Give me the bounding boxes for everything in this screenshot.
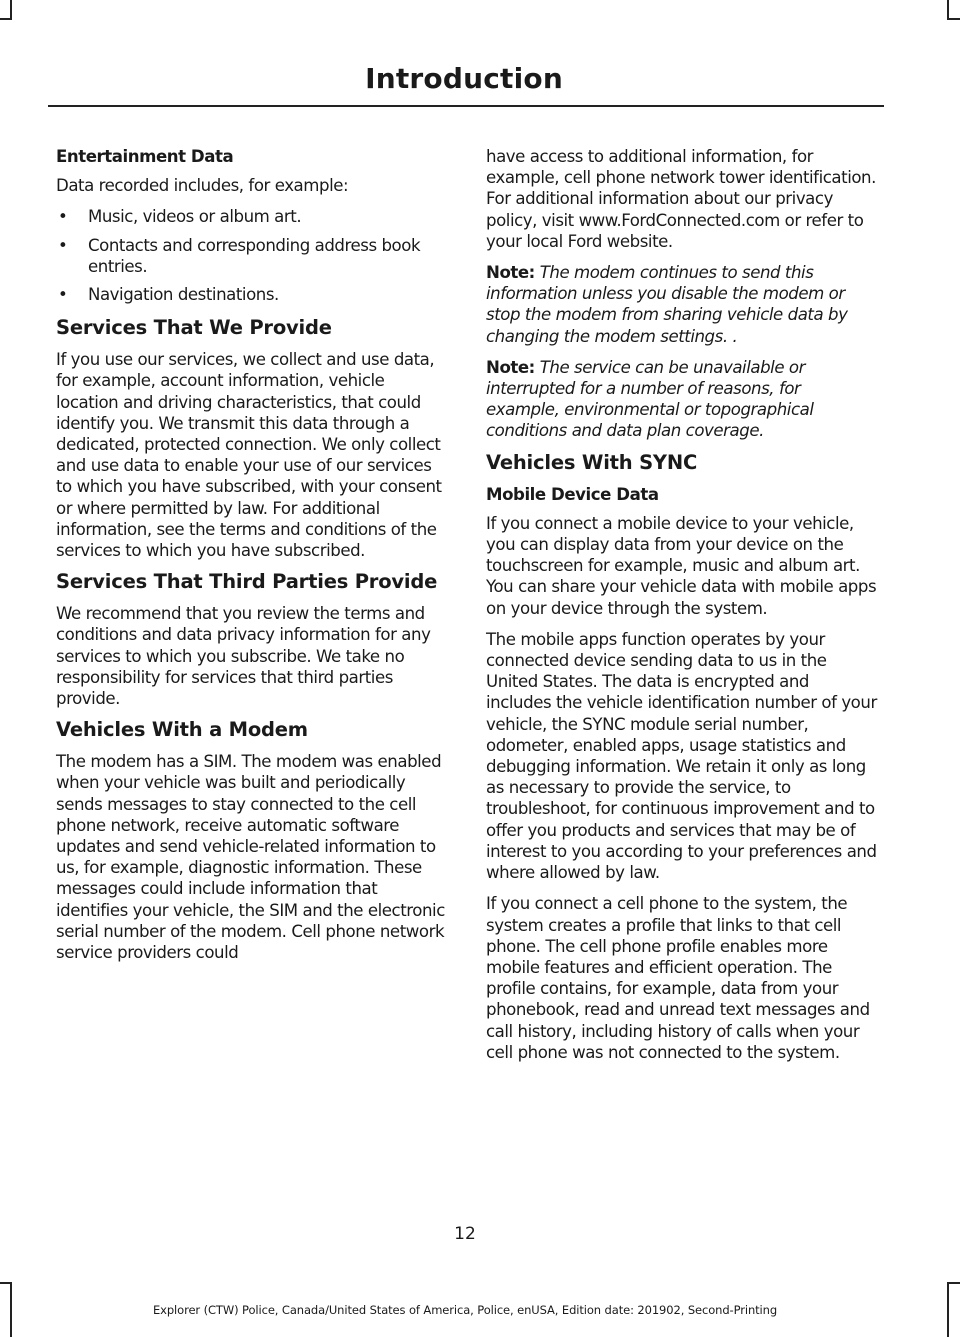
header-divider	[48, 105, 884, 107]
services-we-provide-heading: Services That We Provide	[56, 316, 332, 340]
crop-mark-bottom-right-h	[947, 1282, 960, 1284]
third-party-services-heading: Services That Third Parties Provide	[56, 570, 438, 594]
crop-mark-top-right-h	[947, 18, 960, 20]
left-column	[56, 146, 448, 973]
note-label: Note:	[486, 357, 535, 377]
modem-heading: Vehicles With a Modem	[56, 718, 308, 742]
modem-body: The modem has a SIM. The modem was enabled when your vehicle was built and periodically sends messages to stay connected to the cell phone network, receive automatic software updates and send vehicle-related information to us, for example, diagnostic information. These messages could include information that identifies your vehicle, the SIM and the electronic serial number of the modem. Cell phone network service providers could	[56, 752, 445, 963]
bullet-icon: •	[58, 207, 68, 227]
list-item-text: Navigation destinations.	[88, 285, 279, 305]
crop-mark-bottom-left-h	[0, 1282, 12, 1284]
services-we-provide-body: If you use our services, we collect and use data, for example, account information, vehicle location and driving characteristics, that could identify you. We transmit this data through a dedicated, protected connection. We only collect and use data to enable your use of our services to which you have subscribed, with your consent or where permitted by law. For additional information, see the terms and conditions of the services to which you have subscribed.	[56, 350, 442, 561]
mobile-device-para-2: The mobile apps function operates by your connected device sending data to us in the United States. The data is encrypted and includes the vehicle identification number of your vehicle, the SYNC module serial number, odometer, enabled apps, usage statistics and debugging information. We retain it only as long as necessary to provide the service, to troubleshoot, for continuous improvement and to offer you products and services that may be of interest to you according to your preferences and where allowed by law.	[486, 629, 877, 883]
mobile-device-para-1: If you connect a mobile device to your vehicle, you can display data from your device on the touchscreen for example, music and album art. You can share your vehicle data with mobile apps on your device through the system.	[486, 513, 877, 618]
note-modem	[486, 262, 878, 347]
list-item-text: Contacts and corresponding address book entries.	[88, 235, 421, 276]
list-item	[56, 284, 448, 305]
note-label: Note:	[486, 263, 535, 283]
note-text: The modem continues to send this information unless you disable the modem or stop the modem from sharing vehicle data by changing the modem settings. .	[486, 263, 848, 346]
entertainment-data-list	[56, 206, 448, 305]
footer-edition-text: Explorer (CTW) Police, Canada/United States of America, Police, enUSA, Edition date: 201902, Second-Printing	[152, 1303, 778, 1317]
bullet-icon: •	[58, 235, 68, 255]
entertainment-data-heading: Entertainment Data	[56, 147, 234, 166]
crop-mark-top-left-h	[0, 18, 12, 20]
mobile-device-heading: Mobile Device Data	[486, 484, 659, 504]
list-item-text: Music, videos or album art.	[88, 207, 302, 227]
third-party-services-body: We recommend that you review the terms and conditions and data privacy information for any services to which you subscribe. We take no responsibility for services that third parties provide.	[56, 604, 431, 709]
page-title: Introduction	[365, 62, 563, 95]
bullet-icon: •	[58, 285, 68, 305]
sync-heading: Vehicles With SYNC	[486, 450, 698, 474]
note-text: The service can be unavailable or interrupted for a number of reasons, for example, environmental or topographical conditions and data plan coverage.	[486, 357, 814, 441]
list-item	[56, 235, 448, 277]
mobile-device-para-3: If you connect a cell phone to the system, the system creates a profile that links to that cell phone. The cell phone profile enables more mobile features and efficient operation. The profile contains, for example, data from your phonebook, read and unread text messages and call history, including history of calls when your cell phone was not connected to the system.	[486, 894, 870, 1062]
crop-mark-top-right-v	[947, 0, 949, 18]
list-item	[56, 206, 448, 227]
modem-body-continued: have access to additional information, for example, cell phone network tower identification. For additional information about our privacy policy, visit www.FordConnected.com or refer to your local Ford website.	[486, 147, 876, 251]
crop-mark-bottom-right-v	[947, 1282, 949, 1337]
right-column	[486, 146, 878, 1073]
entertainment-data-intro: Data recorded includes, for example:	[56, 176, 349, 196]
note-service	[486, 357, 878, 442]
crop-mark-top-left-v	[10, 0, 12, 18]
page-number: 12	[454, 1224, 476, 1244]
